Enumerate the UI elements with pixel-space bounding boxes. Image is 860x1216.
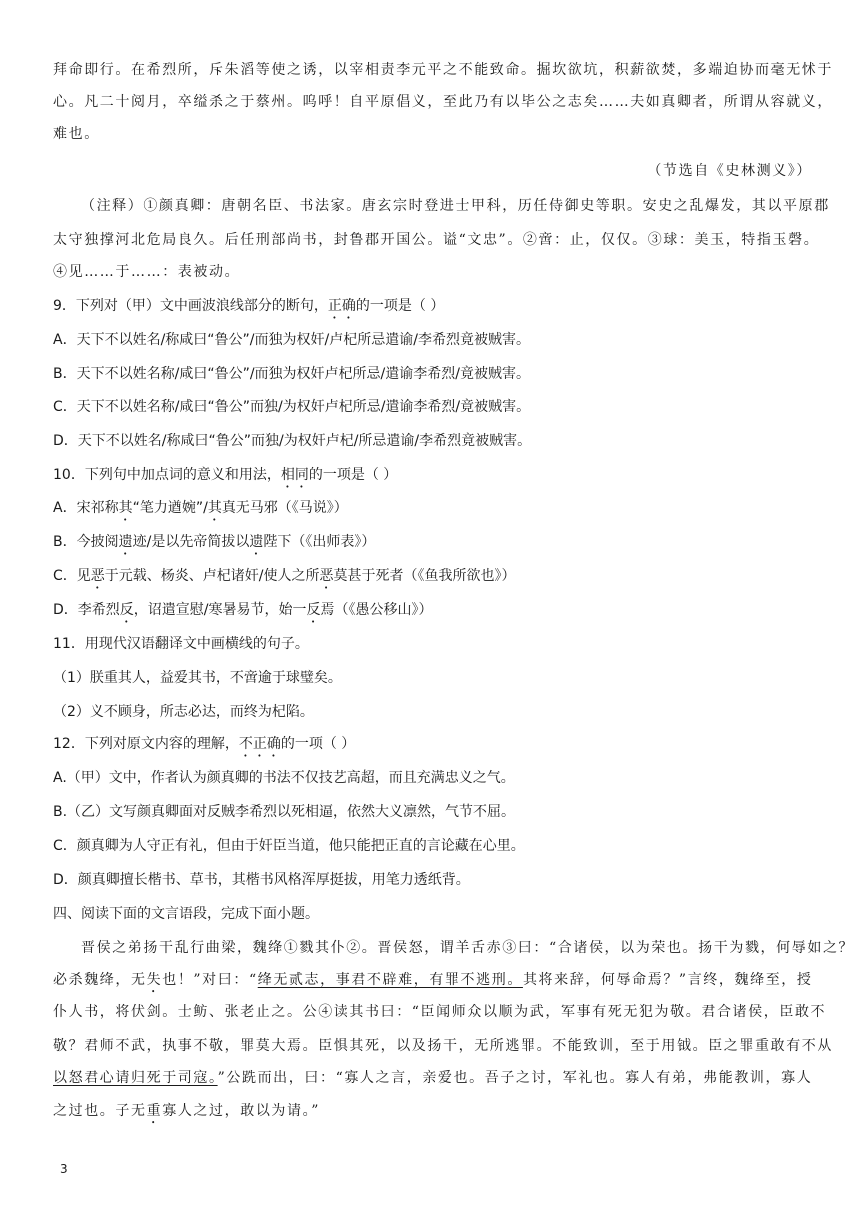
q10-stem <box>53 465 813 491</box>
section-4-line-5 <box>53 1068 813 1088</box>
s4-l6-text-2: 寡人之过，敢以为请。” <box>162 1103 320 1119</box>
q11-stem: 11．用现代汉语翻译文中画横线的句子。 <box>53 636 309 652</box>
q9-stem <box>53 296 813 322</box>
notes-line-2: 太守独撑河北危局良久。后任刑部尚书，封鲁郡开国公。谥“文忠”。②啻：止，仅仅。③球：美玉，特指玉磬。 <box>53 232 820 248</box>
q10-c-text-3: 莫甚于死者（《鱼我所欲也》） <box>333 568 516 584</box>
q10-stem-emphasis: 相同 <box>280 467 309 483</box>
passage-b-line-2: 心。凡二十阅月，卒缢杀之于蔡州。呜呼！自平原倡义，至此乃有以毕公之志矣……夫如真卿者，所谓从容就义， <box>53 94 833 110</box>
q10-d-text-2: ，诏遣宣慰/寒暑易节，始一 <box>133 602 307 618</box>
q10-stem-bracket: 的一项是（ ） <box>308 467 398 483</box>
q10-c-text-2: 于元载、杨炎、卢杞诸奸/使人之所 <box>104 568 320 584</box>
s4-l5-underlined: 以怒君心请归死于司寇。 <box>53 1070 218 1086</box>
q10-d-text-3: 焉（《愚公移山》） <box>320 602 433 618</box>
section-4-line-3: 仆人书，将伏剑。士鲂、张老止之。公④读其书曰：“臣闻师众以顺为武，军事有死无犯为敬。君合诸侯，臣敢不 <box>53 1004 827 1020</box>
q12-option-c: C．颜真卿为人守正有礼，但由于奸臣当道，他只能把正直的言论藏在心里。 <box>53 838 525 854</box>
q11-sentence-2: （2）义不顾身，所志必达，而终为杞陷。 <box>53 704 314 720</box>
q10-c-dotted-1: 恶 <box>90 568 105 584</box>
q12-stem-emphasis: 不正确 <box>238 736 281 752</box>
s4-l4-text: 敬？君师不武，执事不敬，罪莫大焉。臣惧其死，以及扬干，无所逃罪。不能致训，至于用钺。臣之罪重敢有不从 <box>53 1038 833 1054</box>
passage-b-line-1: 拜命即行。在希烈所，斥朱滔等使之诱，以宰相责李元平之不能致命。掘坎欲坑，积薪欲焚，多端迫协而毫无怵于 <box>53 62 833 78</box>
q12-stem <box>53 734 813 760</box>
q12-stem-bracket: 的一项（ ） <box>280 736 356 752</box>
q9-option-b: B．天下不以姓名称/咸曰“鲁公”/而独为权奸卢杞所忌/遣谕李希烈/竟被贼害。 <box>53 366 530 382</box>
section-4-line-2 <box>53 970 813 996</box>
s4-l2-underlined: 绛无贰志，事君不辟难，有罪不逃刑。 <box>257 972 523 988</box>
s4-l6-text-1: 之过也。子无 <box>53 1103 147 1119</box>
q9-stem-text: 9．下列对（甲）文中画波浪线部分的断句， <box>53 298 328 314</box>
q12-option-b: B.（乙）文写颜真卿面对反贼李希烈以死相逼，依然大义凛然，气节不屈。 <box>53 804 516 820</box>
q10-d-dotted-2: 反 <box>306 602 321 618</box>
q10-b-text-2: 迹/是以先帝简拔以 <box>132 534 250 550</box>
q10-a-text-3: 真无马邪（《马说》） <box>221 500 348 516</box>
q10-option-c <box>53 566 813 592</box>
s4-l2-text-2: 也！”对曰：“ <box>162 972 258 988</box>
section-4-line-6 <box>53 1101 813 1127</box>
q9-stem-bracket: 的一项是（ ） <box>355 298 445 314</box>
q10-a-text-1: A．宋祁称 <box>53 500 119 516</box>
q10-b-text-1: B．今披阅 <box>53 534 119 550</box>
s4-l2-dotted: 失 <box>146 972 163 988</box>
section-4-heading: 四、阅读下面的文言语段，完成下面小题。 <box>53 906 319 922</box>
q10-a-dotted-1: 其 <box>118 500 133 516</box>
q10-b-dotted-2: 遗 <box>249 534 264 550</box>
q12-option-d: D．颜真卿擅长楷书、草书，其楷书风格浑厚挺拔，用笔力透纸背。 <box>53 872 470 888</box>
s4-l6-dotted: 重 <box>146 1103 163 1119</box>
q10-b-text-3: 陛下（《出师表》） <box>263 534 376 550</box>
s4-l2-text-3: 其将来辞，何辱命焉？”言终，魏绛至，授 <box>522 972 813 988</box>
q9-option-c: C．天下不以姓名称/咸曰“鲁公”而独/为权奸卢杞所忌/遣谕李希烈/竟被贼害。 <box>53 399 531 415</box>
notes-line-1: （注释）①颜真卿：唐朝名臣、书法家。唐玄宗时登进士甲科，历任侍御史等职。安史之乱爆发，其以平原郡 <box>81 198 830 214</box>
section-4-line-4 <box>53 1036 833 1056</box>
q10-a-dotted-2: 其 <box>207 500 222 516</box>
q10-option-d <box>53 600 813 626</box>
q12-option-a: A.（甲）文中，作者认为颜真卿的书法不仅技艺高超，而且充满忠义之气。 <box>53 770 515 786</box>
s4-l2-text-1: 必杀魏绛，无 <box>53 972 147 988</box>
q10-a-text-2: “笔力遒婉”/ <box>132 500 208 516</box>
q12-stem-text: 12．下列对原文内容的理解， <box>53 736 239 752</box>
q10-d-text-1: D．李希烈 <box>53 602 120 618</box>
q10-stem-text: 10．下列句中加点词的意义和用法， <box>53 467 281 483</box>
q10-b-dotted-1: 遗 <box>118 534 133 550</box>
s4-l5-text: ”公跣而出，曰：“寡人之言，亲爱也。吾子之讨，军礼也。寡人有弟，弗能教训，寡人 <box>217 1070 813 1086</box>
q10-c-text-1: C．见 <box>53 568 91 584</box>
q10-option-b <box>53 532 813 558</box>
q10-d-dotted-1: 反 <box>119 602 134 618</box>
q11-sentence-1: （1）朕重其人，益爱其书，不啻逾于球璧矣。 <box>53 670 342 686</box>
page-number: 3 <box>60 1162 68 1176</box>
q9-option-a: A．天下不以姓名/称咸曰“鲁公”/而独为权奸/卢杞所忌遣谕/李希烈竟被贼害。 <box>53 332 530 348</box>
section-4-line-1: 晋侯之弟扬干乱行曲梁，魏绛①戮其仆②。晋侯怒，谓羊舌赤③曰：“合诸侯，以为荣也。扬干为戮，何辱如之？ <box>81 940 855 956</box>
q10-c-dotted-2: 恶 <box>319 568 334 584</box>
q10-option-a <box>53 498 813 524</box>
notes-line-3: ④见……于……：表被动。 <box>53 264 241 280</box>
passage-b-line-3: 难也。 <box>53 126 100 142</box>
q9-stem-emphasis: 正确 <box>327 298 356 314</box>
passage-b-source: （节选自《史林测义》） <box>647 163 812 179</box>
q9-option-d: D．天下不以姓名/称咸曰“鲁公”而独/为权奸卢杞/所忌遣谕/李希烈竟被贼害。 <box>53 433 532 449</box>
